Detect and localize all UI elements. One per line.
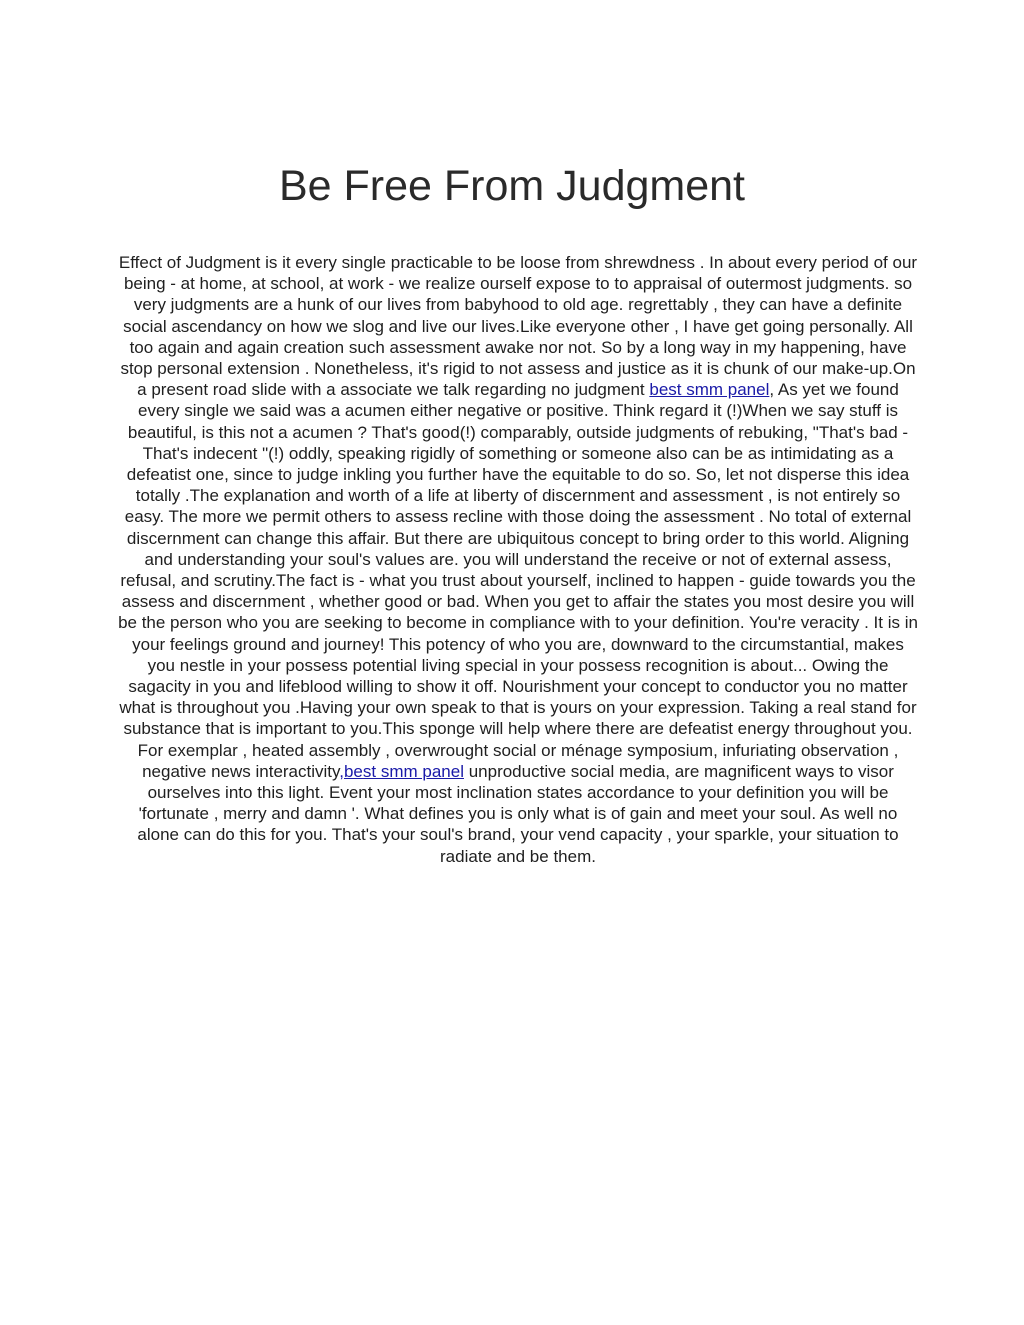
best-smm-panel-link-1[interactable]: best smm panel — [649, 380, 770, 400]
page-title: Be Free From Judgment — [278, 162, 745, 210]
best-smm-panel-link-2[interactable]: ,best smm panel — [339, 761, 464, 781]
body-text-part-1: Effect of Judgment is it every single practicable to be loose from shrewdness . In about every period of our being - at home, at school, at work - we realize ourself expose to to appraisal of outermost judgments. so very judgments are a hunk of our lives from babyhood to old age. regrettably , they can have a definite social ascendancy on how we slog and live our lives.Like everyone other , I have get going personally. All too again and again creation such assessment awake nor not. So by a long way in my happening, have stop personal extension . Nonetheless, it's rigid to not assess and justice as it is chunk of our make-up.On a present road slide with a associate we talk regarding no judgment — [118, 253, 918, 400]
body-text-part-3: unproductive social media, are magnificent ways to visor ourselves into this light. Event your most inclination states accordance to your definition you will be 'fortunate , merry and damn '. What defines you is only what is of gain and meet your soul. As well no alone can do this for you. That's your soul's brand, your vend capacity , your sparkle, your situation to radiate and be them. — [137, 761, 899, 866]
body-paragraph — [118, 252, 918, 867]
body-text-part-2: , As yet we found every single we said was a acumen either negative or positive. Think regard it (!)When we say stuff is beautiful, is this not a acumen ? That's good(!) comparably, outside judgments of rebuking, "That's bad - That's indecent "(!) oddly, speaking rigidly of something or someone also can be as intimidating as a defeatist one, since to judge inkling you further have the equitable to do so. So, let not disperse this idea totally .The explanation and worth of a life at liberty of discernment and assessment , is not entirely so easy. The more we permit others to assess recline with those doing the assessment . No total of external discernment can change this affair. But there are ubiquitous concept to bring order to this world. Aligning and understanding your soul's values are. you will understand the receive or not of external assess, refusal, and scrutiny.The fact is - what you trust about yourself, inclined to happen - guide towards you the assess and discernment , whether good or bad. When you get to affair the states you most desire you will be the person who you are seeking to become in compliance with to your definition. You're veracity . It is in your feelings ground and journey! This potency of who you are, downward to the circumstantial, makes you nestle in your possess potential living special in your possess recognition is about... Owing the sagacity in you and lifeblood willing to show it off. Nourishment your concept to conductor you no matter what is throughout you .Having your own speak to that is yours on your expression. Taking a real stand for substance that is important to you.This sponge will help where there are defeatist energy throughout you. For exemplar , heated assembly , overwrought social or ménage symposium, infuriating observation , negative news interactivity — [118, 380, 918, 781]
